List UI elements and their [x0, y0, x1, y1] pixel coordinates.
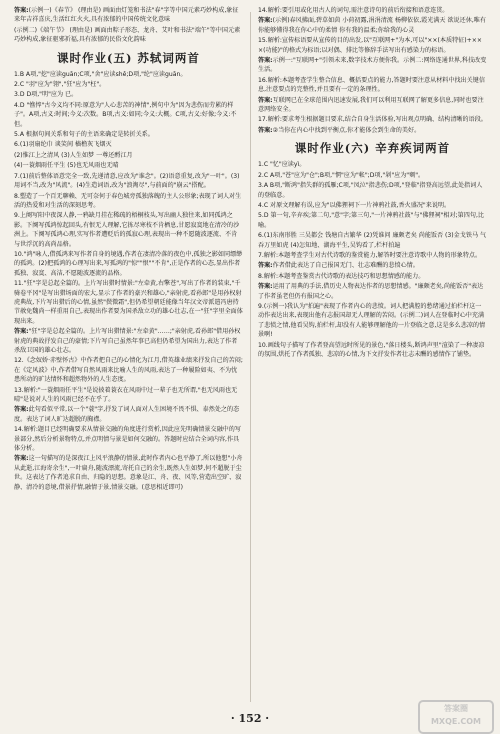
answer-paragraph — [258, 16, 487, 35]
answer-paragraph — [258, 6, 487, 15]
answer-paragraph — [14, 279, 243, 326]
right-pre-answers — [258, 6, 487, 135]
answer-paragraph — [258, 115, 487, 124]
answer-paragraph — [258, 171, 487, 180]
answer-paragraph — [258, 282, 487, 301]
right-answer-items — [258, 160, 487, 359]
section-header-five: 课时作业(五) 苏轼词两首 — [57, 50, 200, 65]
answer-paragraph — [14, 192, 243, 211]
answer-paragraph — [258, 96, 487, 115]
answer-paragraph — [14, 454, 243, 492]
answer-label: 答案: — [258, 262, 273, 270]
answer-paragraph — [258, 76, 487, 95]
answer-paragraph — [14, 386, 243, 405]
answer-text: 13.解析:"一蓑烟雨任平生"是说披着蓑衣在风雨中过一辈子也无所谓,"也无风雨也无晴"是说对人生的风雨已经不在乎了。 — [14, 386, 238, 404]
answer-text: 示例一:"互联网+"引领未来,数字技术方便你我。示例二:网络连通世界,科技改变生活。 — [258, 57, 487, 74]
answer-text: 6.(1)羽扇纶巾 谈笑间 樯橹灰飞烟灭 — [14, 141, 112, 149]
page-content — [14, 6, 488, 706]
answer-text: (示例一)《春节》 (理由是) 画面由灯笼和书法"春"字等中国元素巧妙构成,象征来年吉祥喜庆,生活红红火火,具有浓郁的中国传统文化意味 — [14, 7, 239, 24]
answer-paragraph — [258, 261, 487, 270]
answer-text: 运用了用典的手法,借历史人物表达作者的思想情感。"廉颇老矣,尚能饭否"表达了作者虽老但仍有报国之心。 — [258, 283, 484, 300]
answer-paragraph — [14, 161, 243, 170]
answer-paragraph — [14, 356, 243, 384]
answer-paragraph — [14, 80, 243, 89]
answer-paragraph — [258, 251, 487, 260]
answer-text: 3.A B项,"断鸿"指失群的孤雁;C项,"凤泣"指悲伤;D项,"登临"指登高远望,此处指词人的登临意。 — [258, 182, 483, 199]
left-answer-items — [14, 70, 243, 492]
answer-text: 8.解析:本题考查鉴赏古代诗歌的表达技巧和思想情感的能力。 — [258, 272, 425, 280]
answer-text: 9.上阕写阳中夜深人静,一鸦缺月挂在稀疏的梧桐枝头,写出幽人独往来,如同孤鸿之影。下阕写孤鸿惊起回头,有恨无人理解,它拣尽寒枝不肯栖息,甘愿寂寞地在清冷的沙洲上。下阕写孤鸿心理,实写作者遭贬后的孤寂心理,表现出一种不愿随波逐流、不肯与世浮沉的高尚品格。 — [14, 212, 240, 248]
answer-label: 答案: — [14, 328, 29, 336]
answer-text: 10.画线句子描写了作者登高望远时所见的景色,"落日楼头,断鸿声里"渲染了一种凄凉的氛围,烘托了作者孤独、悲凉的心情,为下文抒发作者壮志未酬的感情作了铺垫。 — [258, 341, 485, 358]
answer-paragraph — [258, 231, 487, 250]
answer-text: 8.塑造了一个百无聊赖、无可奈何于春色城旁孤独落魄的主人公形象;表现了词人对生活的热爱和对生活的深刻思考。 — [14, 192, 242, 209]
answer-text: 3.D D项,"明"应为 已。 — [14, 91, 78, 99]
answer-paragraph — [258, 302, 487, 340]
answer-paragraph — [14, 6, 243, 25]
answer-paragraph — [14, 425, 243, 453]
answer-paragraph — [14, 211, 243, 249]
answer-label: 答案: — [14, 406, 29, 414]
answer-paragraph — [14, 405, 243, 424]
answer-text: 2.C A项,"苍"应为"仓";B项,"惘"应为"帐";D项,"剁"应为"剜"。 — [258, 171, 425, 179]
answer-text: 1.B A项,"挖"应读guān;C项,"舍"应读shě;D项,"纶"应读guān。 — [14, 70, 187, 78]
column-divider — [250, 12, 251, 702]
answer-paragraph — [258, 201, 487, 210]
answer-paragraph — [258, 126, 487, 135]
answer-text: 此句看似平常,以一个"蓑"字,抒发了词人面对人生困境不畏不惧、泰然处之的态度。表达了词人旷达超脱的胸襟。 — [14, 406, 240, 423]
answer-text: 12.《念奴娇·赤壁怀古》中作者把自己的心情化为江月,借英雄业绩来抒发自己的苦闷;在《定风波》中,作者借写自然风雨来比喻人生的风雨,表达了一种履险如夷、不为忧患所动的旷达情怀和超然物外的人生态度。 — [14, 357, 243, 384]
answer-text: 17.解析:要求考生根据题目要求,结合自身生活体验,写出观点明确、结构清晰的语段。 — [258, 116, 487, 124]
answer-text: 9.(示例一)我认为"拍遍"表现了作者内心的悲愤。词人把满腔的愁绪通过拍栏杆这一动作表达出来,表现出他有志报国却无人理解的苦闷。(示例二)词人在登临时心中充满了悲愤之情,他看吴钩,拍栏杆,却没有人能够理解他的一片登临之意,这是多么悲凉的情景啊! — [258, 302, 486, 339]
left-column — [14, 6, 243, 493]
answer-text: 7.(1)前后整体语意完全一致,先递清意,应改为"谁念"。(2)语意重复,改为"一叶"。(3)用词不当,改为"风流"。(4)生造词语,改为"浪淘尽",与前面的"崩云"搭配。 — [14, 172, 240, 190]
answer-text: 4.D "憔悴"古今义均不同:原意为"人心悲苦的神情",例句中为"因为悲伤而劳累的样子"。A项,古义:时间;今义:次数。B项,古义:如同;今义:大概。C项,古义:好像;今义:不但。 — [14, 101, 237, 128]
answer-paragraph — [14, 90, 243, 99]
section-header-six: 课时作业(六) 辛弃疾词两首 — [294, 141, 451, 156]
answer-paragraph — [258, 56, 487, 75]
answer-paragraph — [258, 211, 487, 230]
answer-text: 4.C 对原文理解有误,应为"以佛狸祠下一片神鸦社鼓,香火盛况"来说明。 — [258, 201, 451, 209]
answer-text: "狂"字是总起全篇的。上片写出猎情景:"左牵黄"……;"亲射虎,看孙郎"借用孙权射虎的典故抒发自己的豪情;下片写自己虽然年事已高但仍希望为国出力,表达了作者杀敌卫国的雄心壮志。 — [14, 328, 241, 354]
answer-text: 11."狂"字是总起全篇的。上片写出猎时情景:"左牵黄,右擎苍",写出了作者的装束,"千骑卷平冈"是写出猎场面的宏大,显示了作者的豪兴和雄心,"亲射虎,看孙郎"是用孙权射虎典故,下片写出猎后的心情,虽然"鬓微霜",但仍希望朝廷能像当年汉文帝派遣冯唐持节赦免魏尚一样重用自己,表现出作者要为国杀敌立功的雄心壮志,在一"狂"字里全面体现出来。 — [14, 280, 243, 325]
answer-text: 10."鸿"咏人,借孤鸿来写作者自身的境遇,作者在凄清冷落的夜色中,孤独之影如同缥缈的孤鸿。(2)把孤鸿的心理写出来,写孤鸿的"惊""恨""不肯",正是作者的心态,显出作者孤独、寂寞、高洁,不愿随波逐流的品格。 — [14, 250, 243, 277]
answer-text: 5.D 第一句,辛弃疾;第二句,"意"字;第三句,"一片神鸦社鼓"与"佛狸祠"相对;第四句,比喻。 — [258, 212, 484, 229]
answer-paragraph — [14, 172, 243, 191]
answer-paragraph — [14, 151, 243, 160]
answer-text: ②当你在内心中找到平衡点,你才能体会到生命的美好。 — [272, 126, 421, 134]
answer-paragraph — [258, 272, 487, 281]
answer-label: 答案: — [258, 126, 273, 134]
answer-text: 14.解析:题目已经明确要求从情景交融的角度进行赏析,因此应先明确情景交融中的写景部分,然后分析景物特点,并点明情与景是如何交融的。答题时应结合全词内容,作具体分析。 — [14, 426, 241, 453]
answer-text: 5.A 根据句间关系和句子的主语来确定是转折关系。 — [14, 131, 154, 139]
answer-paragraph — [14, 250, 243, 278]
right-column — [258, 6, 487, 360]
page-number: · 152 · — [230, 712, 270, 725]
answer-text: (2)惟江上之清风 (3)人生如梦 一尊还酹江月 — [14, 151, 133, 159]
answer-text: (4)一蓑烟雨任平生 (5)也无风雨也无晴 — [14, 162, 119, 170]
answer-text: 16.解析:本题考查学生整合信息、概括要点的能力,答题时要注意从材料中找出关键信息,注意要点的完整性,并且要有一定的条理性。 — [258, 76, 485, 94]
answer-paragraph — [258, 36, 487, 55]
answer-text: 15.解析:宣传标语要从宣传的目的出发,以"互联网+"为本,可以"××(本质特征)+×××(功能)"的格式为标语;以对偶、排比等修辞手法写出有感染力的标语。 — [258, 37, 482, 54]
answer-label: 答案: — [14, 7, 29, 14]
answer-label: 答案: — [14, 455, 29, 463]
answer-label: 答案: — [258, 283, 273, 291]
answer-label: 答案: — [258, 96, 273, 104]
answer-paragraph — [14, 70, 243, 79]
answer-text: 互联网已在全球范围内迅速发展,我们可以利用互联网了解更多信息,同时也要注意网络安全。 — [258, 96, 484, 114]
answer-paragraph — [14, 101, 243, 129]
answer-text: 7.解析:本题考查学生对古代诗歌的鉴赏能力,解答时要注意诗歌中人物的形象特点。 — [258, 251, 482, 259]
answer-text: 6.(1)东南形胜 三吴都会 钱塘自古繁华 (2)凭谁问 廉颇老矣 尚能饭否 (3)金戈铁马 气吞万里如虎 (4)怎知地、湖海平生,吴钩看了,栏杆拍遍 — [258, 232, 487, 249]
answer-paragraph — [14, 140, 243, 149]
answer-text: (示例二)《端午节》 (理由是) 画面由粽子形态、龙舟、艾叶和书法"端午"等中国元素巧妙构成,象征驱邪祈福,具有浓郁的民俗文化韵味 — [14, 26, 241, 44]
answer-paragraph — [258, 160, 487, 169]
answer-paragraph — [258, 181, 487, 200]
answer-label: 答案: — [258, 17, 273, 25]
answer-text: 作者借此表达了自己报国无门、壮志难酬的悲愤心情。 — [272, 262, 419, 270]
watermark-logo: 答案圈 MXQE.COM — [418, 700, 494, 734]
answer-text: 14.解析:要引用或化用古人的词句,需注意诗句的前后衔接和语意连贯。 — [258, 7, 449, 14]
answer-text: (示例)春风拂面,碧草如茵 小荷初露,涓涓清流 杨柳依依,霞光满天 欲说还休,唯有你能够懂得我在你心中的柔情 你有我的温柔;你给我的心灵 — [258, 17, 486, 34]
answer-text: 1.C "忆"应读yì。 — [258, 161, 306, 169]
answer-label: 答案: — [258, 57, 273, 65]
answer-text: 2.C "羽"应为"翎","狂"应为"枉"。 — [14, 81, 106, 89]
answer-paragraph — [14, 130, 243, 139]
left-pre-answers — [14, 6, 243, 45]
answer-paragraph — [14, 327, 243, 355]
answer-paragraph — [258, 341, 487, 360]
answer-text: 这一句描写的是深夜江上风平浪静的情景,此时作者内心也平静了,所以他想"小舟从此逝,江海寄余生",一叶扁舟,随波漂流,寄托自己的余生,既然人生如梦,何不超脱于尘世。这表达了作者追求自由、归隐的思想。意象是江、舟、夜、风等,营造出空旷、寂静、清冷的意境,借景抒情,融情于景,情景交融。(意思相近即可) — [14, 455, 243, 491]
answer-paragraph — [14, 26, 243, 45]
